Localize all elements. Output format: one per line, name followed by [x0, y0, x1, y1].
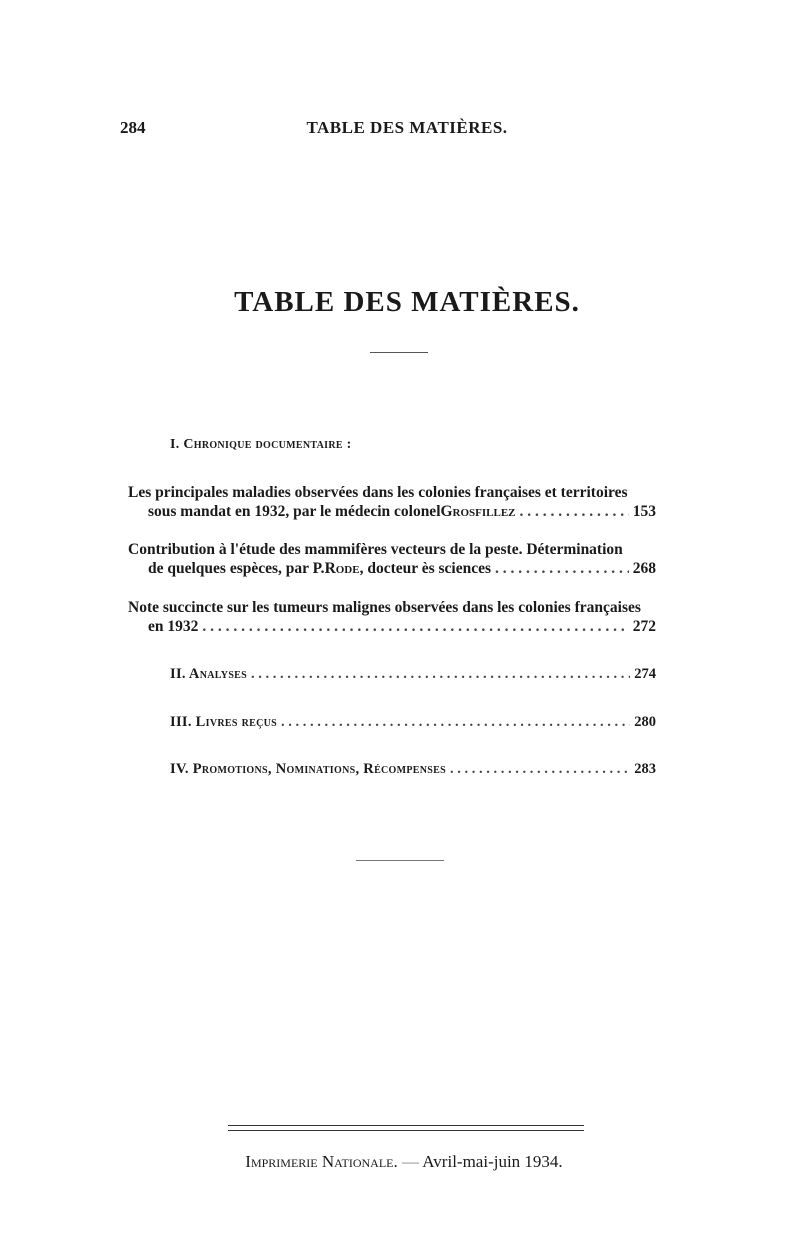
closing-rule [356, 860, 444, 861]
section-label: II. Analyses [170, 666, 248, 682]
toc-entry-maladies [128, 483, 656, 521]
toc-section-livres [170, 714, 656, 731]
page-ref: 268 [632, 560, 656, 577]
toc-section-analyses [170, 666, 656, 683]
toc-entry-line: , docteur ès sciences [359, 560, 492, 577]
section-label: IV. Promotions, Nominations, Récompenses [170, 761, 446, 777]
section-label: III. Livres reçus [170, 714, 278, 730]
dot-leader [450, 761, 630, 778]
dot-leader [520, 502, 629, 521]
page-ref: 153 [632, 503, 656, 520]
printer-name: Imprimerie Nationale. [245, 1152, 398, 1171]
footer-rule-bottom [228, 1130, 584, 1131]
printer-imprint [0, 1152, 800, 1172]
toc-entry-line: Contribution à l'étude des mammifères vecteurs de la peste. Détermination [128, 541, 623, 558]
toc-entry-tumeurs [128, 598, 656, 636]
page-number: 284 [120, 118, 146, 137]
section-heading-chronique: I. Chronique documentaire : [170, 437, 352, 452]
dot-leader [495, 559, 629, 578]
running-title: TABLE DES MATIÈRES. [306, 118, 508, 137]
toc-entry-line: de quelques espèces, par P. [148, 560, 325, 577]
dot-leader [202, 617, 628, 636]
page-ref: 280 [634, 714, 656, 730]
toc-entry-line: sous mandat en 1932, par le médecin colonel [148, 503, 441, 520]
page-title: TABLE DES MATIÈRES. [234, 286, 580, 318]
toc-entry-line: Les principales maladies observées dans les colonies françaises et territoires [128, 484, 628, 501]
footer-rule-top [228, 1125, 584, 1126]
issue-date: Avril-mai-juin 1934. [422, 1152, 563, 1171]
toc-section-promotions [170, 761, 656, 778]
page-ref: 274 [634, 666, 656, 682]
author-name: Rode [324, 560, 360, 577]
toc-entry-line: en 1932 [148, 618, 199, 635]
page-ref: 283 [634, 761, 656, 777]
imprint-separator: — [397, 1152, 423, 1171]
author-name: Grosfillez [440, 503, 516, 520]
page-ref: 272 [632, 618, 656, 635]
toc-entry-mammiferes [128, 540, 656, 578]
dot-leader [281, 714, 630, 731]
toc-entry-line: Note succincte sur les tumeurs malignes observées dans les colonies françaises [128, 599, 641, 616]
title-ornament-rule [370, 352, 428, 353]
dot-leader [251, 666, 630, 683]
